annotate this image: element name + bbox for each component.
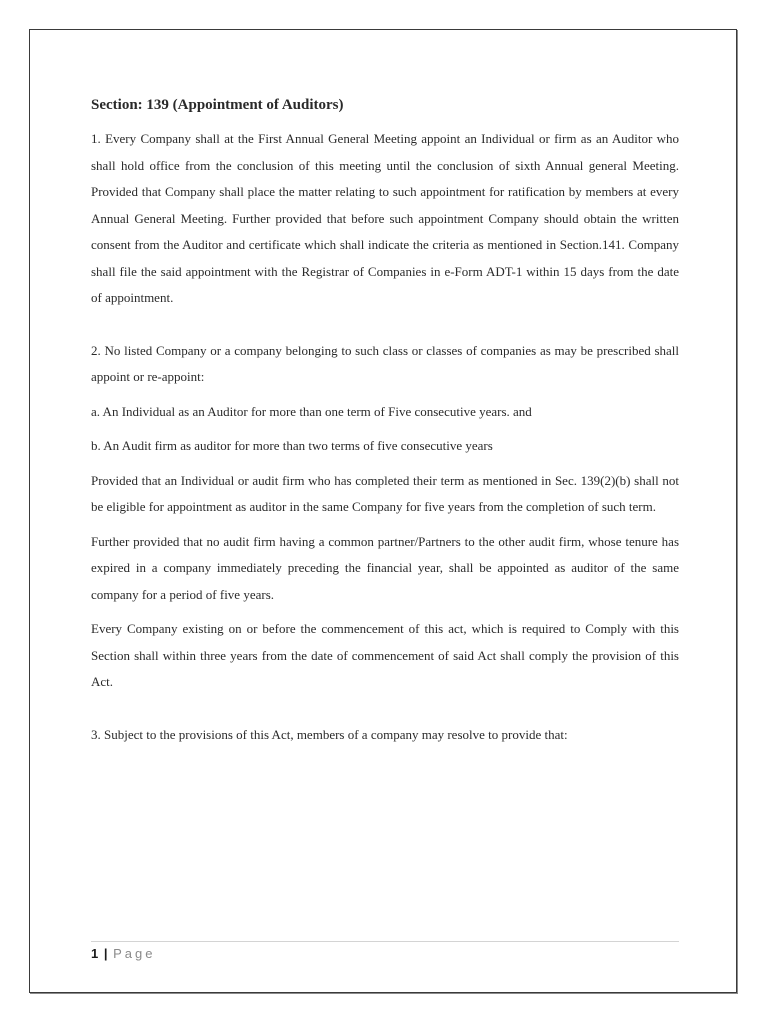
list-item-a: a. An Individual as an Auditor for more than one term of Five consecutive years. and [91,403,532,419]
spacer [91,425,679,433]
paragraph-1: 1. Every Company shall at the First Annual General Meeting appoint an Individual or firm as an Auditor who shall hold office from the conclusion of this meeting until the conclusion of sixth Annual general Meeting. Provided that Company shall place the matter relating to such appointment for ratification by members at every Annual General Meeting. Further provided that before such appointment Company should obtain the written consent from the Auditor and certificate which shall indicate the criteria as mentioned in Section.141. Company shall file the said appointment with the Registrar of Companies in e-Form ADT-1 within 15 days from the date of appointment. [91,131,679,305]
spacer [91,460,679,468]
document-body [91,94,679,748]
existing-company-paragraph: Every Company existing on or before the commencement of this act, which is required to Comply with this Section shall within three years from the date of commencement of said Act shall comply the provision of this Act. [91,621,679,689]
spacer [91,696,679,722]
document-page [29,29,737,993]
spacer [91,391,679,399]
page-number: 1 [91,946,99,961]
footer-separator: | [103,946,108,961]
section-title: Section: 139 (Appointment of Auditors) [91,97,344,113]
paragraph-2: 2. No listed Company or a company belonging to such class or classes of companies as may be prescribed shall appoint or re-appoint: [91,342,679,384]
paragraph-3: 3. Subject to the provisions of this Act, members of a company may resolve to provide that: [91,726,568,742]
spacer [91,608,679,616]
further-proviso-paragraph: Further provided that no audit firm having a common partner/Partners to the other audit firm, whose tenure has expired in a company immediately preceding the financial year, shall be appointed as auditor of the same company for a period of five years. [91,533,679,602]
page-footer [91,941,679,963]
list-item-b: b. An Audit firm as auditor for more than two terms of five consecutive years [91,438,493,453]
spacer [91,521,679,529]
proviso-paragraph: Provided that an Individual or audit firm who has completed their term as mentioned in Sec. 139(2)(b) shall not be eligible for appointment as auditor in the same Company for five years from the completion of such term. [91,472,679,514]
page-label: Page [113,946,156,961]
spacer [91,312,679,338]
